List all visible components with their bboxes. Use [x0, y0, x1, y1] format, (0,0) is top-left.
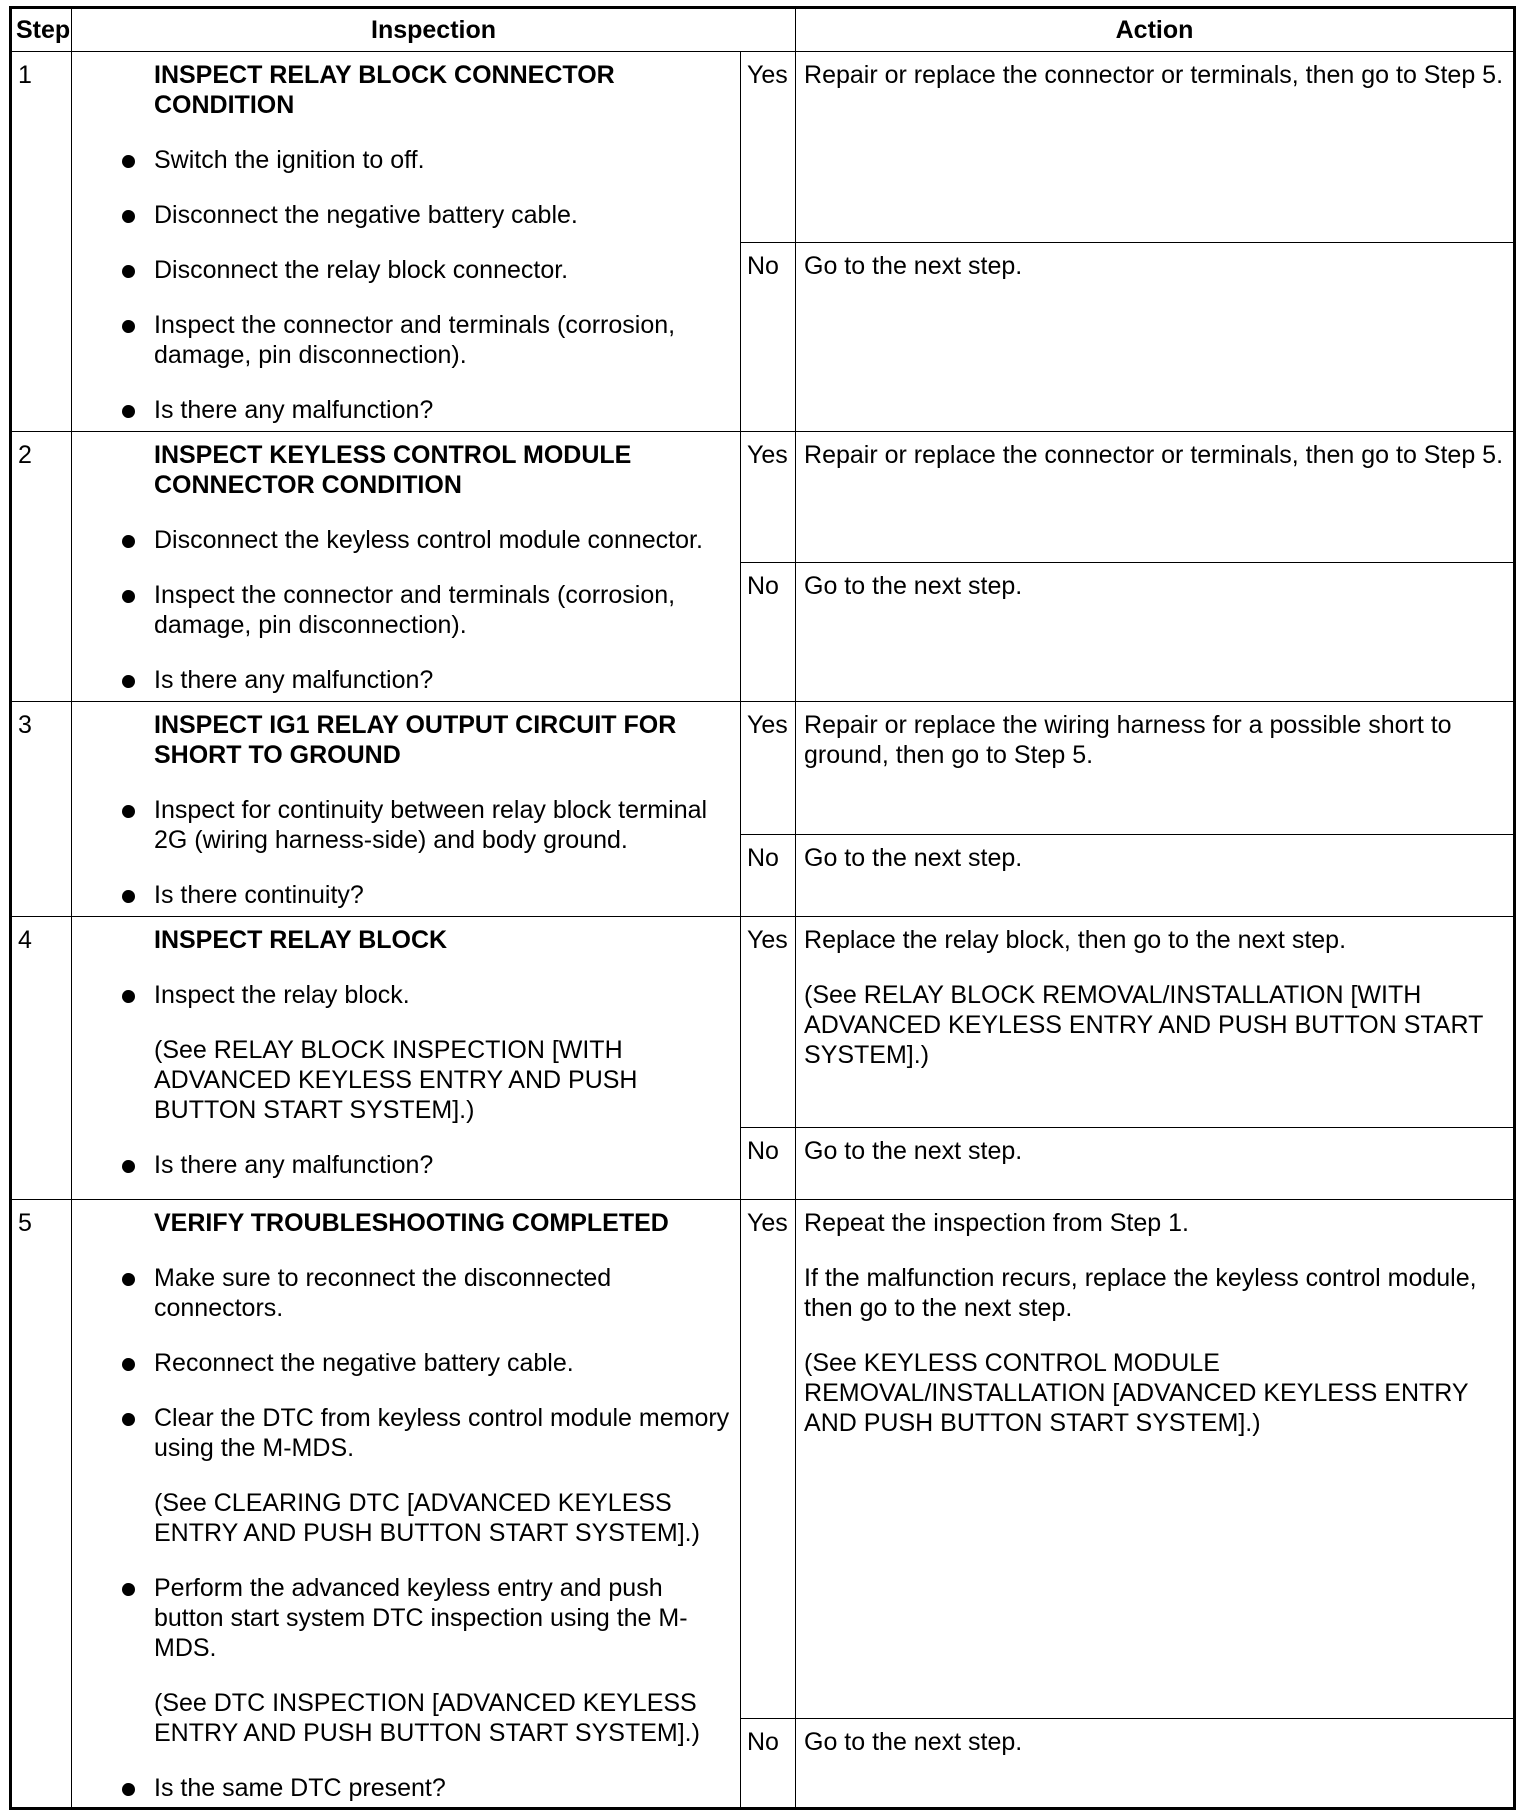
inspection-bullet: Is the same DTC present?: [72, 1773, 730, 1803]
reference-note: (See CLEARING DTC [ADVANCED KEYLESS ENTRY AND PUSH BUTTON START SYSTEM].): [154, 1489, 700, 1547]
inspection-bullet: Disconnect the keyless control module connector.: [72, 525, 730, 555]
step-title: INSPECT RELAY BLOCK: [154, 926, 448, 954]
step-4-yes-row: [11, 917, 1515, 1128]
inspection-bullet: Is there any malfunction?: [72, 395, 730, 425]
yes-action: [796, 1200, 1515, 1719]
step-2-yes-row: [11, 432, 1515, 563]
yes-label: Yes: [741, 1200, 796, 1719]
yes-action: [796, 702, 1515, 835]
action-text: Go to the next step.: [804, 1137, 1023, 1165]
step-title: INSPECT IG1 RELAY OUTPUT CIRCUIT FOR SHORT TO GROUND: [154, 711, 677, 769]
reference-note: (See RELAY BLOCK INSPECTION [WITH ADVANCED KEYLESS ENTRY AND PUSH BUTTON START SYSTEM].): [154, 1036, 638, 1124]
yes-action: [796, 52, 1515, 243]
inspection-bullet: Inspect for continuity between relay block terminal 2G (wiring harness-side) and body ground.: [72, 795, 730, 855]
yes-label: Yes: [741, 917, 796, 1128]
step-number: 3: [11, 702, 72, 917]
reference-note: (See DTC INSPECTION [ADVANCED KEYLESS ENTRY AND PUSH BUTTON START SYSTEM].): [154, 1689, 700, 1747]
inspection-bullet: Reconnect the negative battery cable.: [72, 1348, 730, 1378]
step-title: INSPECT KEYLESS CONTROL MODULE CONNECTOR CONDITION: [154, 441, 632, 499]
yes-label: Yes: [741, 432, 796, 563]
header-row: [11, 8, 1515, 52]
inspection-bullet: Inspect the relay block.: [72, 980, 730, 1010]
action-text: Go to the next step.: [804, 572, 1023, 600]
action-text: Go to the next step.: [804, 844, 1023, 872]
step-5-inspection: [72, 1200, 741, 1809]
header-step: Step: [11, 8, 72, 52]
action-text: (See RELAY BLOCK REMOVAL/INSTALLATION [WITH ADVANCED KEYLESS ENTRY AND PUSH BUTTON START SYSTEM].): [804, 981, 1483, 1069]
inspection-bullet: Is there any malfunction?: [72, 1150, 730, 1180]
inspection-bullet: Perform the advanced keyless entry and push button start system DTC inspection using the M-MDS.: [72, 1573, 730, 1663]
inspection-bullet: Disconnect the negative battery cable.: [72, 200, 730, 230]
step-2-inspection: [72, 432, 741, 702]
no-action: [796, 835, 1515, 917]
step-1-yes-row: [11, 52, 1515, 243]
no-label: No: [741, 563, 796, 702]
yes-action: [796, 917, 1515, 1128]
inspection-bullet: Is there any malfunction?: [72, 665, 730, 695]
inspection-bullet: Clear the DTC from keyless control module memory using the M-MDS.: [72, 1403, 730, 1463]
action-text: Repair or replace the connector or terminals, then go to Step 5.: [804, 61, 1504, 89]
troubleshooting-document: [9, 6, 1513, 1810]
step-title: VERIFY TROUBLESHOOTING COMPLETED: [154, 1209, 669, 1237]
no-action: [796, 1128, 1515, 1200]
step-number: 5: [11, 1200, 72, 1809]
step-3-inspection: [72, 702, 741, 917]
step-5-yes-row: [11, 1200, 1515, 1719]
inspection-bullet: Disconnect the relay block connector.: [72, 255, 730, 285]
header-action: Action: [796, 8, 1515, 52]
no-action: [796, 563, 1515, 702]
no-label: No: [741, 835, 796, 917]
inspection-bullet: Make sure to reconnect the disconnected connectors.: [72, 1263, 730, 1323]
no-label: No: [741, 1719, 796, 1809]
step-3-yes-row: [11, 702, 1515, 835]
action-text: Go to the next step.: [804, 252, 1023, 280]
yes-action: [796, 432, 1515, 563]
no-action: [796, 1719, 1515, 1809]
inspection-bullet: Inspect the connector and terminals (corrosion, damage, pin disconnection).: [72, 310, 730, 370]
inspection-bullet: Inspect the connector and terminals (corrosion, damage, pin disconnection).: [72, 580, 730, 640]
step-title: INSPECT RELAY BLOCK CONNECTOR CONDITION: [154, 61, 615, 119]
inspection-bullet: Is there continuity?: [72, 880, 730, 910]
inspection-bullet: Switch the ignition to off.: [72, 145, 730, 175]
no-label: No: [741, 1128, 796, 1200]
no-label: No: [741, 243, 796, 432]
step-number: 4: [11, 917, 72, 1200]
troubleshooting-table: [9, 6, 1516, 1810]
action-text: If the malfunction recurs, replace the keyless control module, then go to the next step.: [804, 1264, 1477, 1322]
action-text: Repair or replace the connector or terminals, then go to Step 5.: [804, 441, 1504, 469]
action-text: Repeat the inspection from Step 1.: [804, 1209, 1189, 1237]
action-text: Repair or replace the wiring harness for a possible short to ground, then go to Step 5.: [804, 711, 1452, 769]
yes-label: Yes: [741, 52, 796, 243]
no-action: [796, 243, 1515, 432]
action-text: Go to the next step.: [804, 1728, 1023, 1756]
yes-label: Yes: [741, 702, 796, 835]
step-number: 1: [11, 52, 72, 432]
step-1-inspection: [72, 52, 741, 432]
step-number: 2: [11, 432, 72, 702]
step-4-inspection: [72, 917, 741, 1200]
action-text: (See KEYLESS CONTROL MODULE REMOVAL/INSTALLATION [ADVANCED KEYLESS ENTRY AND PUSH BUTTON START SYSTEM].): [804, 1349, 1469, 1437]
action-text: Replace the relay block, then go to the next step.: [804, 926, 1347, 954]
header-inspection: Inspection: [72, 8, 796, 52]
